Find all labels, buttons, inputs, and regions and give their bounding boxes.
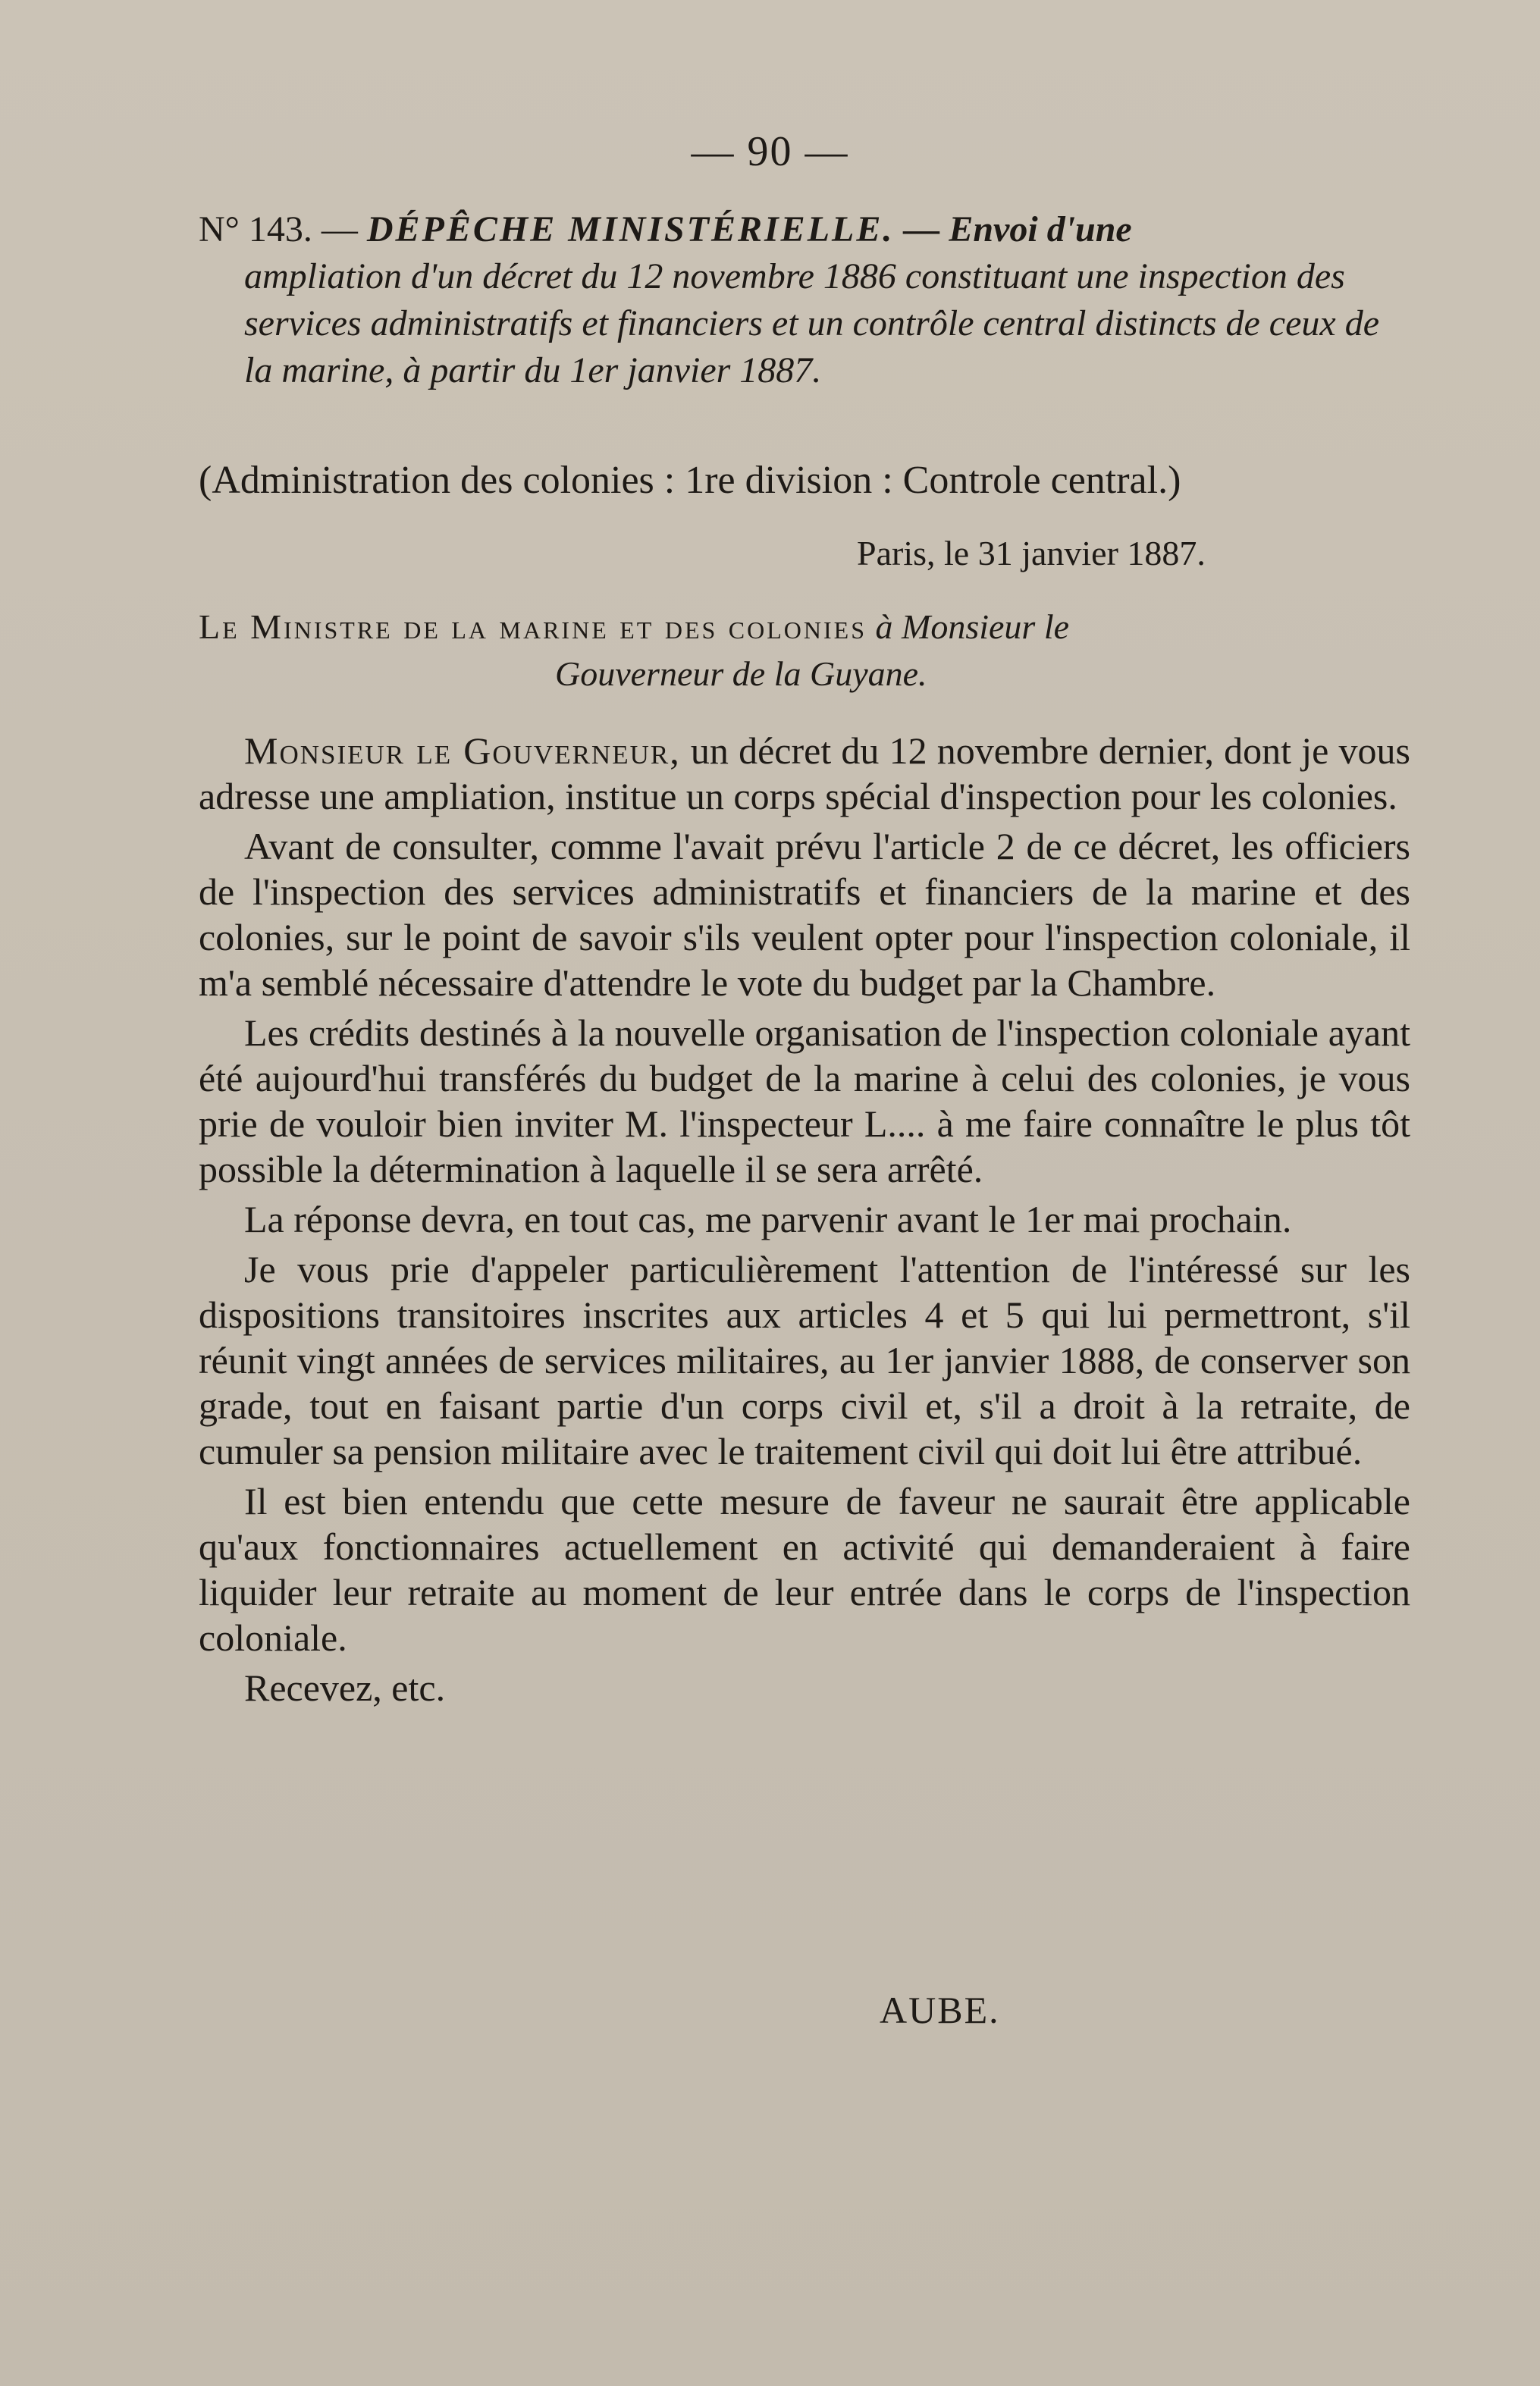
paragraph-5: Je vous prie d'appeler particulièrement l'attention de l'intéressé sur les dispositions transitoires inscrites aux articles 4 et 5 qui lui permettront, s'il réunit vingt années de services militaires, au 1er janvier 1888, de conserver son grade, tout en faisant partie d'un corps civil et, s'il a droit à la retraite, de cumuler sa pension militaire avec le traitement civil qui doit lui être attribué. (199, 1248, 1410, 1472)
paragraph-1-text: un décret du 12 novembre dernier, dont je vous adresse une ampliation, institue un corps spécial d'inspection pour les colonies. (199, 729, 1410, 817)
document-heading (199, 206, 1410, 394)
paragraph-2: Avant de consulter, comme l'avait prévu l'article 2 de ce décret, les officiers de l'inspection des services administratifs et financiers de la marine et des colonies, sur le point de savoir s'ils veulent opter pour l'inspection coloniale, il m'a semblé nécessaire d'attendre le vote du budget par la Chambre. (199, 825, 1410, 1004)
paragraph-4: La réponse devra, en tout cas, me parvenir avant le 1er mai prochain. (244, 1198, 1292, 1240)
salutation: Monsieur le Gouverneur, (244, 729, 681, 772)
paragraph-6: Il est bien entendu que cette mesure de faveur ne saurait être applicable qu'aux fonctionnaires actuellement en activité qui demanderaient à faire liquider leur retraite au moment de leur entrée dans le corps de l'inspection coloniale. (199, 1480, 1410, 1659)
paragraph-1 (199, 728, 1410, 819)
document-type: DÉPÊCHE MINISTÉRIELLE. (366, 209, 895, 249)
sender: Le Ministre de la marine et des colonies (199, 607, 867, 646)
document-number: N° 143. — (199, 209, 367, 249)
page-number: — 90 — (691, 128, 849, 175)
closing: Recevez, etc. (244, 1666, 446, 1709)
heading-subject: ampliation d'un décret du 12 novembre 1886 constituant une inspection des services administratifs et financiers et un contrôle central distincts de ceux de la marine, à partir du 1er janvier 1887. (244, 256, 1380, 390)
recipient: à Monsieur le (867, 607, 1070, 646)
heading-subject-start: — Envoi d'une (894, 209, 1132, 249)
address-line (199, 604, 1410, 698)
paragraph-3: Les crédits destinés à la nouvelle organisation de l'inspection coloniale ayant été aujourd'hui transférés du budget de la marine à celui des colonies, je vous prie de vouloir bien inviter M. l'inspecteur L.... à me faire connaître le plus tôt possible la détermination à laquelle il se sera arrêté. (199, 1011, 1410, 1190)
signature: AUBE. (880, 1989, 1000, 2031)
place-date: Paris, le 31 janvier 1887. (857, 534, 1206, 572)
letter-body (199, 728, 1410, 1715)
recipient-line2: Gouverneur de la Guyane. (555, 654, 927, 693)
administration-line: (Administration des colonies : 1re division : Controle central.) (199, 459, 1181, 502)
